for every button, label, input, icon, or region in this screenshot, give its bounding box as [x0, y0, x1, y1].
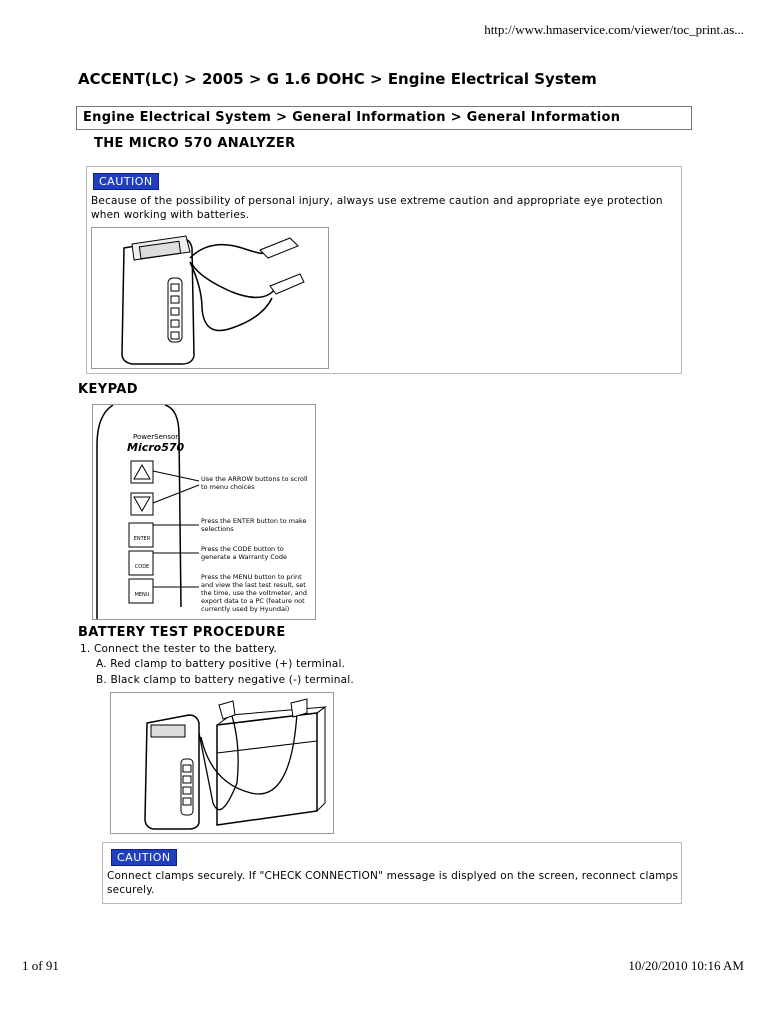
analyzer-illustration [91, 227, 329, 369]
brand-line-1: PowerSensor [133, 433, 179, 441]
caution-badge: CAUTION [93, 173, 159, 190]
caution-box-connection [102, 842, 682, 904]
callout-arrow: Use the ARROW buttons to scroll to menu choices [201, 475, 308, 491]
caution-box-analyzer [86, 166, 682, 374]
callout-code: Press the CODE button to generate a Warranty Code [201, 545, 287, 561]
caution-text: Because of the possibility of personal injury, always use extreme caution and appropriate eye protection when working with batteries. [91, 195, 663, 221]
step-a: A. Red clamp to battery positive (+) terminal. [96, 658, 346, 670]
subheader-text: Engine Electrical System > General Information > General Information [83, 110, 621, 125]
subheader-box [76, 106, 692, 130]
caution-text-2: Connect clamps securely. If "CHECK CONNECTION" message is displyed on the screen, reconnect clamps securely. [107, 870, 679, 896]
key-code-label: CODE [134, 564, 150, 570]
analyzer-drawing [92, 228, 328, 368]
print-datetime: 10/20/2010 10:16 AM [628, 958, 744, 973]
page-url: http://www.hmaservice.com/viewer/toc_print.as... [484, 22, 744, 37]
keypad-illustration [92, 404, 316, 620]
section-title-procedure: BATTERY TEST PROCEDURE [78, 625, 286, 640]
callout-enter: Press the ENTER button to make selections [201, 517, 307, 533]
step-b: B. Black clamp to battery negative (-) terminal. [96, 674, 354, 686]
breadcrumb: ACCENT(LC) > 2005 > G 1.6 DOHC > Engine Electrical System [78, 70, 597, 88]
battery-drawing [111, 693, 333, 833]
step-1: 1. Connect the tester to the battery. [80, 643, 277, 655]
key-enter-label: ENTER [133, 536, 151, 542]
brand-line-2: Micro570 [127, 441, 185, 454]
battery-connection-illustration [110, 692, 334, 834]
callout-menu: Press the MENU button to print and view the last test result, set the time, use the voltmeter, and export data to a PC (feature not currently used by Hyundai) [201, 573, 307, 613]
caution-badge-2: CAUTION [111, 849, 177, 866]
key-menu-label: MENU [134, 592, 150, 598]
section-title-keypad: KEYPAD [78, 382, 138, 397]
section-title-analyzer: THE MICRO 570 ANALYZER [94, 136, 296, 151]
page-count: 1 of 91 [22, 958, 59, 973]
